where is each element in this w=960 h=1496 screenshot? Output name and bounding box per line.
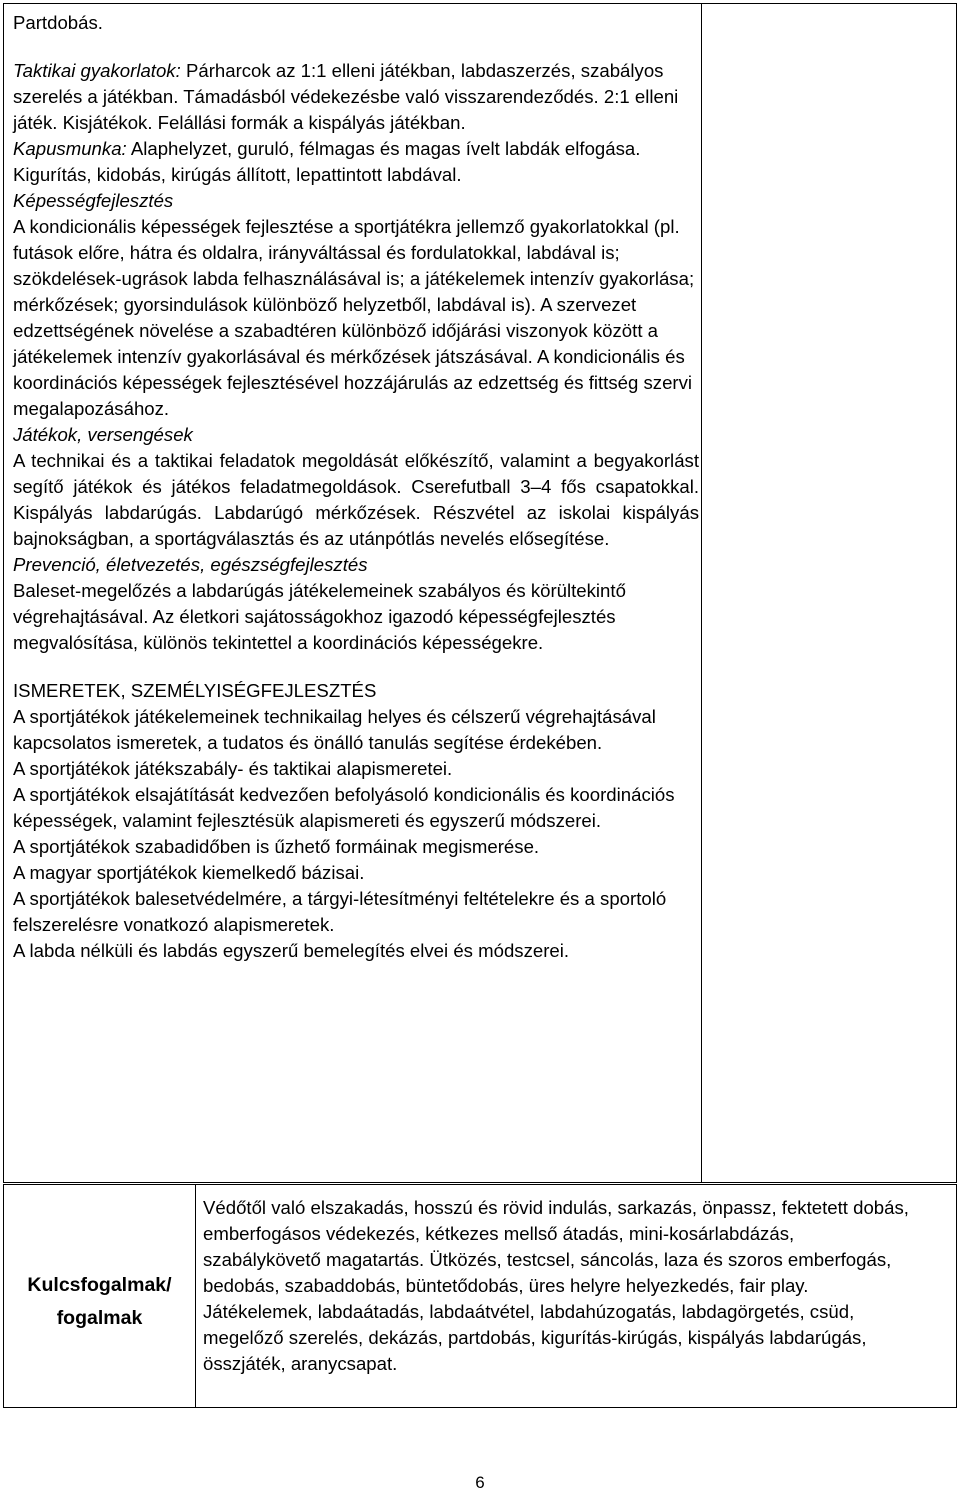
ismeretek-heading: ISMERETEK, SZEMÉLYISÉGFEJLESZTÉS: [13, 680, 377, 701]
prevencio-paragraph: Baleset-megelőzés a labdarúgás játékelemeinek szabályos és körültekintő végrehajtásával. Az életkori sajátosságokhoz igazodó képességfejlesztés megvalósítása, különös tekintettel a koordinációs képességekre.: [13, 580, 626, 653]
keywords-text: Védőtől való elszakadás, hosszú és rövid indulás, sarkazás, önpassz, fektetett dobás, emberfogásos védekezés, kétkezes mellső átadás, mini-kosárlabdázás, szabálykövető magatartás. Ütközés, testcsel, sáncolás, laza és szoros emberfogás, bedobás, szabaddobás, büntetődobás, üres helyre helyezkedés, fair play. Játékelemek, labdaátadás, labdaátvétel, labdahúzogatás, labdagörgetés, csüd, megelőző szerelés, dekázás, partdobás, kigurítás-kirúgás, kispályás labdarúgás, összjáték, aranycsapat.: [203, 1197, 909, 1374]
taktikai-paragraph: [13, 58, 699, 136]
jatekok-paragraph: A technikai és a taktikai feladatok megoldását előkészítő, valamint a begyakorlást segítő játékok és játékos feladatmegoldások. Cserefutball 3‒4 fős csapatokkal. Kispályás labdarúgás. Labdarúgó mérkőzések. Részvétel az iskolai kispályás bajnokságban, a sportágválasztás és az utánpótlás nevelés elősegítése.: [13, 450, 699, 549]
keywords-label-line2: fogalmak: [56, 1307, 143, 1329]
spacer: [13, 36, 699, 58]
ismeretek-item: A sportjátékok játékszabály- és taktikai alapismeretei.: [13, 758, 453, 779]
kapusmunka-paragraph: [13, 136, 699, 188]
ismeretek-item: A labda nélküli és labdás egyszerű bemelegítés elvei és módszerei.: [13, 940, 570, 961]
kepesseg-heading-text: Képességfejlesztés: [13, 190, 174, 211]
keywords-label-line1: Kulcsfogalmak/: [27, 1274, 172, 1296]
ismeretek-item: A magyar sportjátékok kiemelkedő bázisai.: [13, 862, 365, 883]
kepesseg-paragraph: A kondicionális képességek fejlesztése a sportjátékra jellemző gyakorlatokkal (pl. futások előre, hátra és oldalra, irányváltással és fordulatokkal, labdával is; szökdelések-ugrások labda felhasználásával is; a játékelemek intenzív gyakorlása; mérkőzések; gyorsindulások különböző helyzetből, labdával is). A szervezet edzettségének növelése a szabadtéren különböző időjárási viszonyok között a játékelemek intenzív gyakorlásával és mérkőzések játszásával. A kondicionális és koordinációs képességek fejlesztésével hozzájárulás az edzettség és fittség szervi megalapozásához.: [13, 216, 695, 419]
jatekok-heading-text: Játékok, versengések: [13, 424, 193, 445]
kepesseg-heading: [13, 188, 699, 214]
ismeretek-item: A sportjátékok balesetvédelmére, a tárgyi-létesítményi feltételekre és a sportoló felszerelésre vonatkozó alapismeretek.: [13, 888, 667, 935]
ismeretek-item: A sportjátékok játékelemeinek technikailag helyes és célszerű végrehajtásával kapcsolatos ismeretek, a tudatos és önálló tanulás segítése érdekében.: [13, 706, 656, 753]
page-number: 6: [475, 1473, 485, 1492]
ismeretek-item: A sportjátékok elsajátítását kedvezően befolyásoló kondicionális és koordinációs képességek, valamint fejlesztésük alapismereti és egyszerű módszerei.: [13, 784, 675, 831]
jatekok-heading: [13, 422, 699, 448]
keywords-label-cell: [4, 1185, 196, 1407]
content-cell: [4, 4, 702, 1182]
kapusmunka-text: Alaphelyzet, guruló, félmagas és magas ívelt labdák elfogása. Kigurítás, kidobás, kirúgás állított, lepattintott labdával.: [13, 138, 641, 185]
prevencio-heading-text: Prevenció, életvezetés, egészségfejlesztés: [13, 554, 368, 575]
kapusmunka-label: Kapusmunka:: [13, 138, 127, 159]
curriculum-table: [3, 3, 957, 1183]
keywords-table: [3, 1184, 957, 1408]
keywords-label: [27, 1260, 171, 1332]
taktikai-label: Taktikai gyakorlatok:: [13, 60, 181, 81]
taktikai-text: Párharcok az 1:1 elleni játékban, labdaszerzés, szabályos szerelés a játékban. Támadásból védekezésbe való visszarendeződés. 2:1 elleni játék. Kisjátékok. Felállási formák a kispályás játékban.: [13, 60, 679, 133]
content-text: [13, 10, 699, 964]
ismeretek-item: A sportjátékok szabadidőben is űzhető formáinak megismerése.: [13, 836, 540, 857]
prevencio-heading: [13, 552, 699, 578]
spacer: [13, 656, 699, 678]
partdobas-line: Partdobás.: [13, 12, 103, 33]
